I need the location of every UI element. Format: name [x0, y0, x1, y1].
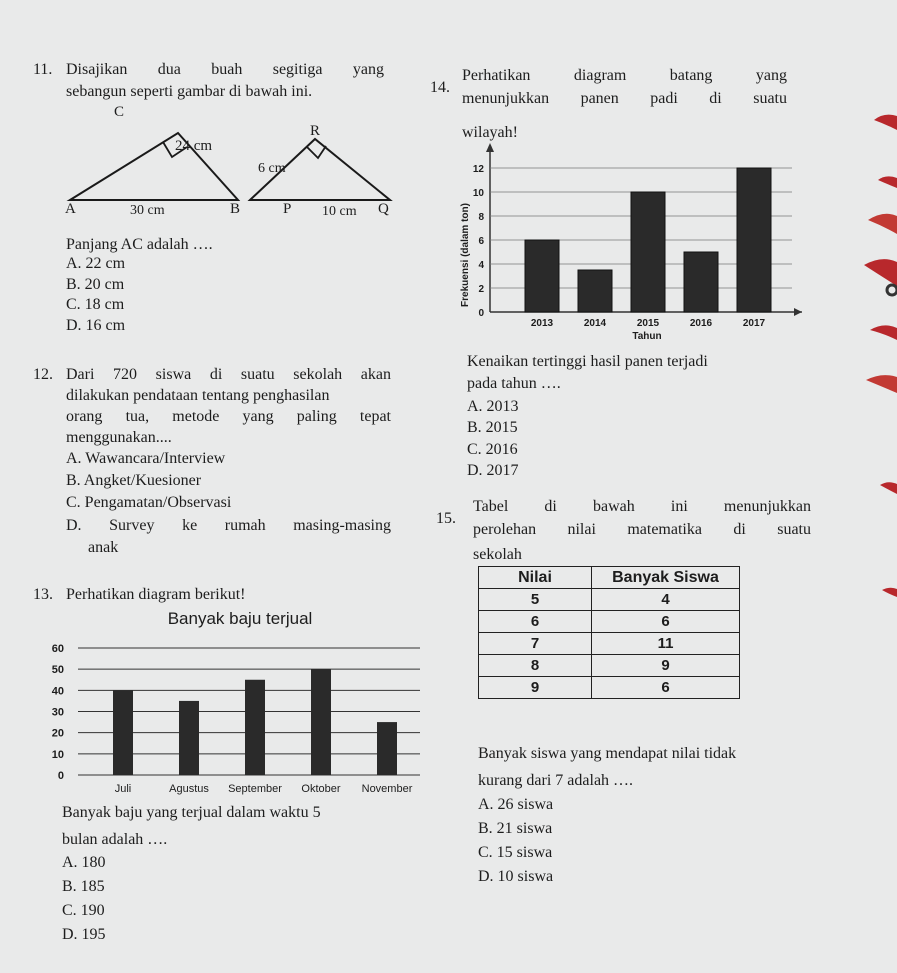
q12-line2: dilakukan pendataan tentang penghasilan	[66, 387, 330, 404]
table-header-row	[479, 567, 740, 589]
q15-line3: sekolah	[473, 546, 522, 563]
y-tick-label: 0	[57, 770, 64, 782]
x-tick-label: November	[361, 783, 413, 795]
x-tick-label: Oktober	[301, 783, 341, 795]
y-tick-label: 30	[51, 706, 64, 719]
y-axis-label: Frekuensi (dalam ton)	[460, 203, 471, 307]
table-cell: 6	[592, 677, 740, 699]
q12-number: 12.	[33, 366, 53, 383]
q14-line1: Perhatikan diagram batang yang	[462, 67, 787, 84]
table-row	[479, 611, 740, 633]
q12-option-d[interactable]: D. Survey ke rumah masing-masing	[66, 517, 391, 534]
q11-question: Panjang AC adalah ….	[66, 236, 213, 253]
bar	[631, 192, 665, 312]
q14-number: 14.	[430, 79, 450, 96]
table-header-nilai: Nilai	[479, 567, 592, 589]
side-ab-label: 30 cm	[130, 203, 165, 218]
y-tick-label: 10	[51, 748, 64, 761]
table-cell: 11	[592, 633, 740, 655]
q13-option-b[interactable]: B. 185	[62, 878, 105, 895]
q13-option-c[interactable]: C. 190	[62, 902, 105, 919]
q13-intro: Perhatikan diagram berikut!	[66, 586, 246, 603]
table-cell: 4	[592, 589, 740, 611]
chart-title: Banyak baju terjual	[167, 609, 313, 628]
y-tick-label: 8	[478, 212, 484, 223]
q11-option-a[interactable]: A. 22 cm	[66, 255, 126, 272]
y-tick-label: 60	[51, 643, 64, 655]
table-header-banyak-siswa: Banyak Siswa	[592, 567, 740, 589]
q14-option-b[interactable]: B. 2015	[467, 419, 518, 436]
side-pq-label: 10 cm	[322, 204, 357, 219]
x-tick-label: 2014	[583, 318, 607, 329]
chart-baju-terjual	[40, 600, 430, 800]
table-cell: 8	[479, 655, 592, 677]
bar	[113, 690, 133, 775]
x-axis-arrow	[794, 308, 802, 316]
q11-line2: sebangun seperti gambar di bawah ini.	[66, 83, 313, 100]
x-tick-label: 2017	[742, 318, 766, 329]
page-edge-decoration	[860, 100, 897, 600]
q13-question-line1: Banyak baju yang terjual dalam waktu 5	[62, 804, 321, 821]
q15-question-line1: Banyak siswa yang mendapat nilai tidak	[478, 745, 737, 762]
q12-option-b[interactable]: B. Angket/Kuesioner	[66, 472, 202, 489]
vertex-c-label: C	[114, 104, 125, 120]
q15-line1: Tabel di bawah ini menunjukkan	[473, 498, 811, 515]
q15-option-b[interactable]: B. 21 siswa	[478, 820, 553, 837]
q15-line2: perolehan nilai matematika di suatu	[473, 521, 811, 538]
x-tick-label: Agustus	[169, 783, 209, 795]
table-row	[479, 677, 740, 699]
q12-option-c[interactable]: C. Pengamatan/Observasi	[66, 494, 232, 511]
nilai-table	[478, 566, 740, 699]
q15-option-d[interactable]: D. 10 siswa	[478, 868, 554, 885]
q13-question-line2: bulan adalah ….	[62, 831, 168, 848]
q14-option-d[interactable]: D. 2017	[467, 462, 519, 479]
q12-option-d-cont: anak	[88, 539, 119, 556]
vertex-b-label: B	[230, 201, 241, 217]
table-cell: 9	[592, 655, 740, 677]
side-pr-label: 6 cm	[258, 161, 286, 176]
x-tick-label: 2016	[689, 318, 713, 329]
chart-panen-padi	[452, 140, 812, 340]
vertex-q-label: Q	[378, 201, 389, 217]
x-tick-label: September	[228, 783, 282, 795]
q13-option-d[interactable]: D. 195	[62, 926, 106, 943]
q15-number: 15.	[436, 510, 456, 527]
y-tick-label: 4	[478, 260, 484, 271]
vertex-p-label: P	[283, 201, 292, 217]
table-cell: 9	[479, 677, 592, 699]
y-tick-label: 12	[472, 164, 484, 175]
x-tick-label: 2015	[636, 318, 660, 329]
bar	[377, 722, 397, 775]
q14-option-c[interactable]: C. 2016	[467, 441, 518, 458]
q11-number: 11.	[33, 61, 53, 78]
q15-option-c[interactable]: C. 15 siswa	[478, 844, 553, 861]
vertex-r-label: R	[310, 123, 321, 139]
table-row	[479, 589, 740, 611]
q14-option-a[interactable]: A. 2013	[467, 398, 519, 415]
q11-option-d[interactable]: D. 16 cm	[66, 317, 126, 334]
q11-option-c[interactable]: C. 18 cm	[66, 296, 125, 313]
table-row	[479, 633, 740, 655]
q15-question-line2: kurang dari 7 adalah ….	[478, 772, 634, 789]
q13-number: 13.	[33, 586, 53, 603]
y-axis-arrow	[486, 143, 494, 152]
bar	[684, 252, 718, 312]
y-tick-label: 20	[51, 727, 64, 740]
q14-line2: menunjukkan panen padi di suatu	[462, 90, 787, 107]
y-tick-label: 0	[478, 308, 484, 319]
table-cell: 6	[479, 611, 592, 633]
q12-line4: menggunakan....	[66, 429, 172, 446]
y-tick-label: 2	[478, 284, 484, 295]
bar	[245, 680, 265, 775]
q14-line3: wilayah!	[462, 124, 518, 141]
table-cell: 6	[592, 611, 740, 633]
bar	[737, 168, 771, 312]
y-tick-label: 50	[51, 664, 64, 677]
bar	[578, 270, 612, 312]
bar	[179, 701, 199, 775]
q12-line1: Dari 720 siswa di suatu sekolah akan	[66, 366, 391, 383]
y-tick-label: 10	[472, 188, 484, 199]
q15-option-a[interactable]: A. 26 siswa	[478, 796, 554, 813]
q11-option-b[interactable]: B. 20 cm	[66, 276, 125, 293]
x-tick-label: 2013	[530, 318, 554, 329]
table-cell: 7	[479, 633, 592, 655]
y-tick-label: 6	[478, 236, 484, 247]
bar	[525, 240, 559, 312]
vertex-a-label: A	[65, 201, 76, 217]
table-cell: 5	[479, 589, 592, 611]
table-row	[479, 655, 740, 677]
x-tick-label: Juli	[114, 783, 132, 795]
q12-option-a[interactable]: A. Wawancara/Interview	[66, 450, 226, 467]
bar	[311, 669, 331, 775]
y-tick-label: 40	[51, 685, 64, 698]
q11-line1: Disajikan dua buah segitiga yang	[66, 61, 384, 78]
q13-option-a[interactable]: A. 180	[62, 854, 106, 871]
q14-question-line2: pada tahun ….	[467, 375, 561, 392]
q14-question: Kenaikan tertinggi hasil panen terjadi	[467, 353, 708, 370]
side-cb-label: 24 cm	[175, 138, 213, 154]
x-axis-label: Tahun	[632, 331, 662, 340]
q12-line3: orang tua, metode yang paling tepat	[66, 408, 391, 425]
